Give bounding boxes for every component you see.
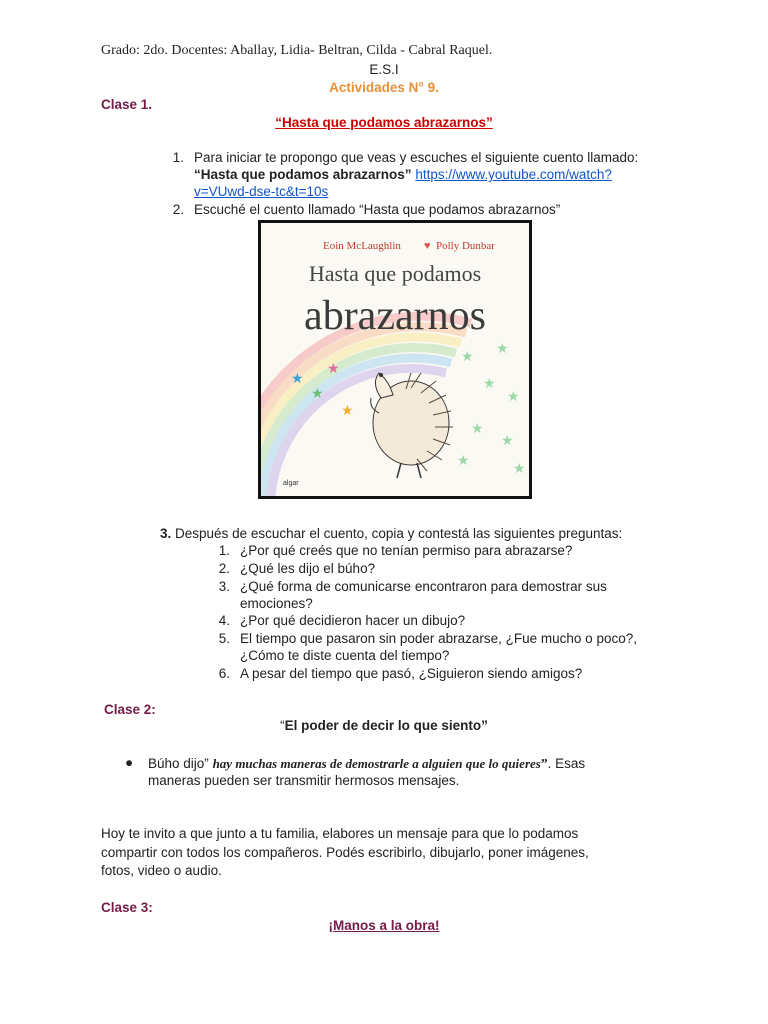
clase3-heading: Clase 3: [101, 900, 153, 915]
invitation-line2: compartir con todos los compañeros. Podés escribirlo, dibujarlo, poner imágenes, [101, 845, 589, 860]
question-number: 1. [218, 543, 230, 558]
story-title-bold: “Hasta que podamos abrazarnos” [194, 167, 412, 182]
item-number: 1. [172, 150, 184, 165]
question-6: A pesar del tiempo que pasó, ¿Siguieron siendo amigos? [240, 666, 583, 681]
question-3-line2: emociones? [240, 596, 313, 611]
subject-title: E.S.I [369, 62, 399, 77]
clase1-title: “Hasta que podamos abrazarnos” [275, 115, 493, 130]
clase1-heading: Clase 1. [101, 97, 153, 112]
star-icon: ★ [461, 349, 474, 365]
cover-publisher: algar [283, 480, 299, 487]
cover-author: Eoin McLaughlin [323, 240, 401, 252]
bullet-icon: ● [125, 755, 134, 770]
question-2: ¿Qué les dijo el búho? [240, 561, 376, 576]
item-number: 2. [172, 202, 184, 217]
clase2-title-text: El poder de decir lo que siento” [284, 718, 488, 733]
item-1-text: Para iniciar te propongo que veas y escuches el siguiente cuento llamado: [194, 150, 639, 165]
cover-illustrator: Polly Dunbar [436, 240, 495, 252]
cover-title-line2: abrazarnos [304, 293, 486, 339]
star-icon: ★ [513, 461, 526, 477]
star-icon: ★ [327, 361, 340, 377]
owl-quote: hay muchas maneras de demostrarle a alguien que lo quieres [212, 756, 541, 771]
question-number: 5. [218, 631, 230, 646]
star-icon: ★ [501, 433, 514, 449]
question-4: ¿Por qué decidieron hacer un dibujo? [240, 613, 466, 628]
cover-title-line1: Hasta que podamos [308, 261, 482, 286]
question-number: 4. [218, 613, 230, 628]
question-number: 3. [218, 579, 230, 594]
questions-intro [160, 526, 622, 541]
star-icon: ★ [471, 421, 484, 437]
youtube-link-continued[interactable]: v=VUwd-dse-tc&t=10s [194, 184, 329, 199]
heart-icon: ♥ [424, 240, 431, 252]
questions-intro-text: Después de escuchar el cuento, copia y contestá las siguientes preguntas: [175, 526, 623, 541]
question-5-line2: ¿Cómo te diste cuenta del tiempo? [240, 648, 450, 663]
item-1-line3 [194, 184, 328, 199]
youtube-link[interactable]: https://www.youtube.com/watch? [415, 167, 612, 182]
star-icon: ★ [507, 389, 520, 405]
star-icon: ★ [341, 403, 354, 419]
invitation-line3: fotos, video o audio. [101, 863, 222, 878]
bullet-prefix: Búho dijo” [148, 756, 209, 771]
bullet-line2: maneras pueden ser transmitir hermosos mensajes. [148, 773, 460, 788]
question-number: 2. [218, 561, 230, 576]
question-number: 6. [218, 666, 230, 681]
clase2-title-open-quote: “ [280, 718, 285, 733]
item-1-line2 [194, 167, 612, 182]
owl-quote-close: ” [540, 756, 548, 771]
book-cover-image [258, 220, 532, 499]
activities-title: Actividades N° 9. [329, 80, 439, 95]
question-1: ¿Por qué creés que no tenían permiso para abrazarse? [240, 543, 573, 558]
clase2-title [0, 718, 768, 733]
grade-line: Grado: 2do. Docentes: Aballay, Lidia- Beltran, Cilda - Cabral Raquel. [101, 43, 493, 58]
clase2-heading: Clase 2: [104, 702, 156, 717]
questions-intro-number: 3. [160, 526, 172, 541]
invitation-line1: Hoy te invito a que junto a tu familia, elabores un mensaje para que lo podamos [101, 826, 579, 841]
star-icon: ★ [457, 453, 470, 469]
star-icon: ★ [291, 371, 304, 387]
star-icon: ★ [311, 386, 324, 402]
question-5: El tiempo que pasaron sin poder abrazarse, ¿Fue mucho o poco?, [240, 631, 637, 646]
item-2-text: Escuché el cuento llamado “Hasta que podamos abrazarnos” [194, 202, 561, 217]
star-icon: ★ [496, 341, 509, 357]
book-cover-illustration [261, 223, 529, 496]
bullet-line1 [148, 756, 585, 772]
star-icon: ★ [483, 376, 496, 392]
bullet-rest: . Esas [547, 756, 586, 771]
question-3: ¿Qué forma de comunicarse encontraron para demostrar sus [240, 579, 607, 594]
clase3-title: ¡Manos a la obra! [328, 918, 440, 933]
